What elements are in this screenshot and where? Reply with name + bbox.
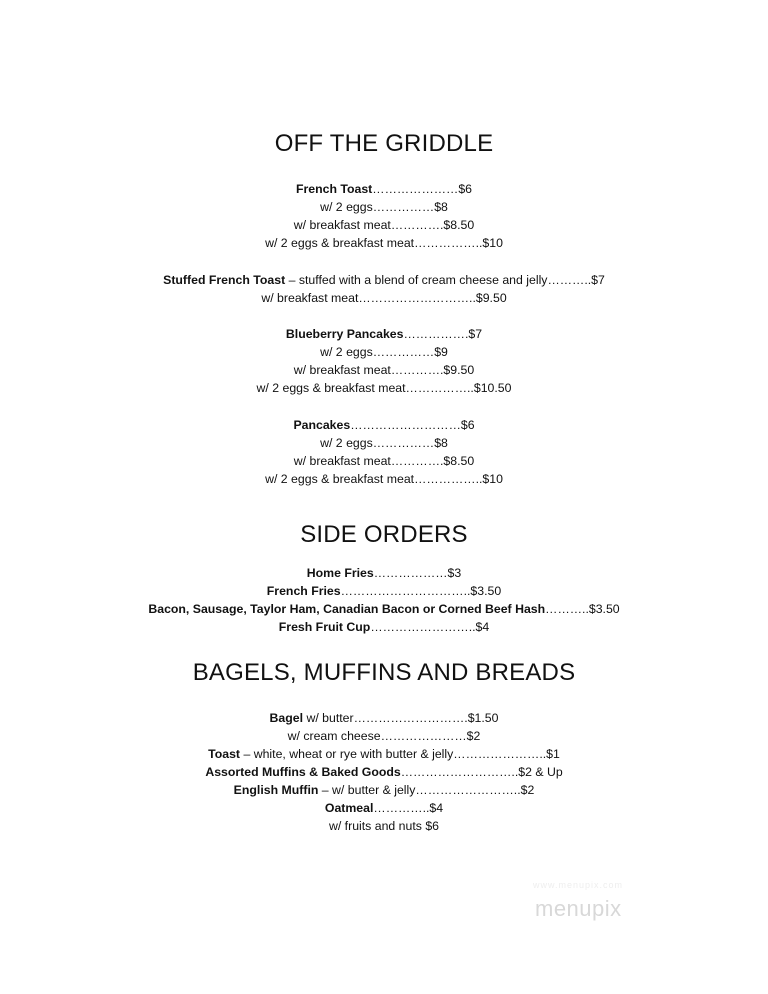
item-price: w/ 2 eggs & breakfast meat……………..$10: [265, 236, 503, 250]
item-name: English Muffin: [233, 783, 319, 797]
menu-item-french-fries: [0, 584, 768, 598]
item-price: w/ 2 eggs……………$8: [320, 200, 448, 214]
item-name: French Toast: [295, 182, 373, 196]
section-title-bagels: BAGELS, MUFFINS AND BREADS: [192, 659, 576, 686]
item-price: w/ breakfast meat………………………..$9.50: [261, 291, 507, 305]
item-name: Oatmeal: [324, 801, 374, 815]
item-price: w/ breakfast meat………….$9.50: [293, 363, 475, 377]
item-price: ………..$3.50: [545, 602, 620, 616]
item-name: Bagel: [269, 711, 304, 725]
menu-item-option: [0, 454, 768, 468]
item-price: ………………$3: [373, 566, 462, 580]
item-price: …………………………..$3.50: [340, 584, 502, 598]
item-name: Stuffed French Toast: [163, 273, 286, 287]
menu-item-pancakes: [0, 418, 768, 432]
menu-item-home-fries: [0, 566, 768, 580]
menu-item-stuffed-french-toast: [0, 273, 768, 287]
item-price: …………..$4: [373, 801, 444, 815]
menu-item-breakfast-meats: [0, 602, 768, 616]
menu-item-option: [0, 472, 768, 486]
item-price: – stuffed with a blend of cream cheese and jelly………..$7: [285, 273, 605, 287]
menu-item-option: [0, 729, 768, 743]
section-title-griddle: OFF THE GRIDDLE: [274, 130, 494, 157]
menu-item-option: [0, 200, 768, 214]
menu-item-bagel: [0, 711, 768, 725]
item-name: Bacon, Sausage, Taylor Ham, Canadian Bacon or Corned Beef Hash: [148, 602, 546, 616]
item-price: – white, wheat or rye with butter & jelly…………………..$1: [240, 747, 560, 761]
item-price: ………………………..$2 & Up: [400, 765, 563, 779]
item-name: Home Fries: [306, 566, 374, 580]
menu-item-toast: [0, 747, 768, 761]
item-name: Fresh Fruit Cup: [278, 620, 371, 634]
item-name: Blueberry Pancakes: [285, 327, 404, 341]
item-price: w/ 2 eggs……………$8: [320, 436, 448, 450]
menu-item-option: [0, 436, 768, 450]
item-name: French Fries: [266, 584, 341, 598]
item-price: w/ breakfast meat………….$8.50: [293, 218, 475, 232]
menu-item-option: [0, 291, 768, 305]
menu-item-french-toast: [0, 182, 768, 196]
menu-item-option: [0, 236, 768, 250]
menu-item-blueberry-pancakes: [0, 327, 768, 341]
item-price: w/ butter……………………….$1.50: [303, 711, 499, 725]
watermark-tagline: www.menupix.com: [533, 880, 624, 890]
menu-item-muffins: [0, 765, 768, 779]
item-price: ……………………..$4: [370, 620, 490, 634]
item-price: ………………………$6: [350, 418, 475, 432]
item-name: Toast: [208, 747, 241, 761]
item-price: – w/ butter & jelly……………………..$2: [318, 783, 535, 797]
item-name: Pancakes: [293, 418, 351, 432]
item-price: w/ 2 eggs……………$9: [320, 345, 448, 359]
menu-item-english-muffin: [0, 783, 768, 797]
menu-item-option: [0, 345, 768, 359]
menu-item-option: [0, 218, 768, 232]
item-price: w/ 2 eggs & breakfast meat……………..$10.50: [256, 381, 512, 395]
item-price: w/ 2 eggs & breakfast meat……………..$10: [265, 472, 503, 486]
item-price: …………………$6: [372, 182, 473, 196]
menu-item-option: [0, 363, 768, 377]
menu-item-option: [0, 381, 768, 395]
item-price: …………….$7: [403, 327, 483, 341]
item-price: w/ fruits and nuts $6: [328, 819, 440, 833]
menu-item-fruit-cup: [0, 620, 768, 634]
item-name: Assorted Muffins & Baked Goods: [205, 765, 401, 779]
menu-item-oatmeal: [0, 801, 768, 815]
section-title-sides: SIDE ORDERS: [300, 521, 468, 548]
watermark-logo: menupix: [535, 896, 622, 921]
item-price: w/ breakfast meat………….$8.50: [293, 454, 475, 468]
item-price: w/ cream cheese…………………$2: [287, 729, 481, 743]
menu-item-option: [0, 819, 768, 833]
